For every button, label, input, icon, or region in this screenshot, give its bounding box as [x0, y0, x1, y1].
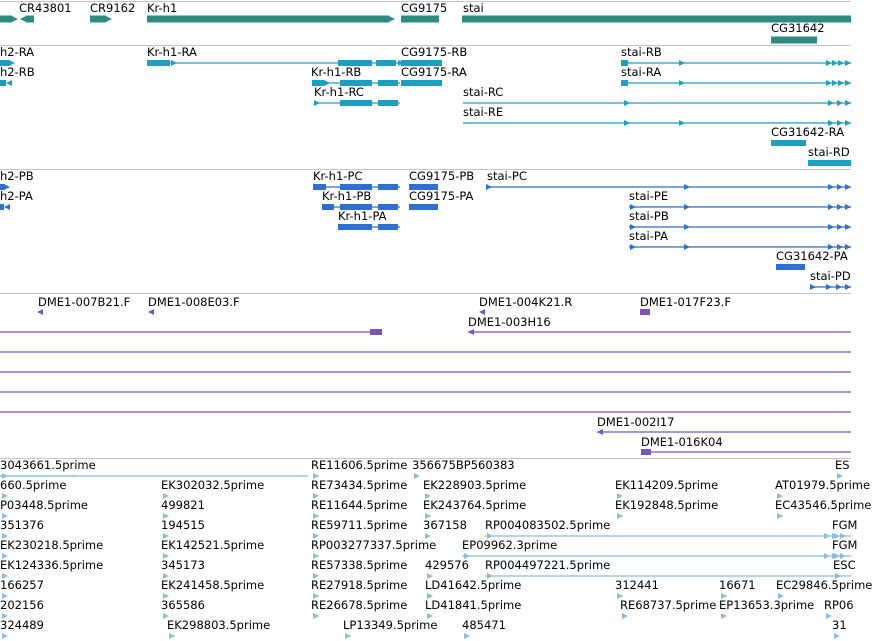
protein-arrow [828, 204, 834, 210]
protein-arrow [4, 204, 10, 210]
est-arrow [414, 473, 420, 479]
clone-end-arrow [468, 329, 474, 335]
est-label: RP004083502.5prime [485, 518, 611, 532]
est-label: RE59711.5prime [311, 518, 408, 532]
protein-label: CG9175-PA [409, 189, 474, 203]
est-label: AT01979.5prime [775, 478, 871, 492]
est-label: RE68737.5prime [620, 598, 717, 612]
transcript-exon[interactable] [376, 60, 396, 66]
transcript-label: stai-RB [621, 45, 662, 59]
est-label: EP09962.3prime [462, 538, 558, 552]
est-label: EK243764.5prime [423, 498, 527, 512]
transcript-label: CG31642-RA [771, 125, 845, 139]
protein-arrow [845, 284, 851, 290]
est-label: 356675BP560383 [412, 458, 515, 472]
est-label: EK302032.5prime [161, 478, 265, 492]
protein-label: CG9175-PB [409, 169, 475, 183]
protein-label: stai-PC [487, 169, 527, 183]
est-label: RE27918.5prime [311, 578, 408, 592]
protein-arrow [826, 284, 832, 290]
protein-label: stai-PD [810, 269, 851, 283]
est-label: EK228903.5prime [423, 478, 527, 492]
protein-block[interactable] [409, 204, 438, 210]
clone-end-arrow [597, 429, 603, 435]
protein-label: CG31642-PA [776, 249, 848, 263]
transcript-arrow [832, 60, 838, 66]
transcript-exon[interactable] [0, 80, 6, 86]
est-arrow [834, 633, 840, 639]
transcript-label: h2-RA [0, 45, 35, 59]
est-label: RE26678.5prime [311, 598, 408, 612]
gene-bar-arrow [388, 16, 395, 23]
transcript-label: h2-RB [0, 65, 35, 79]
est-label: RE57338.5prime [311, 558, 408, 572]
est-label: 367158 [423, 518, 467, 532]
gene-label: CR9162 [90, 1, 136, 15]
est-label: RE73434.5prime [311, 478, 408, 492]
protein-arrow [486, 184, 492, 190]
est-label: RE11606.5prime [311, 458, 408, 472]
transcript-arrow [624, 100, 630, 106]
est-label: RP004497221.5prime [485, 558, 611, 572]
gene-bar[interactable] [26, 16, 34, 23]
est-label: EK230218.5prime [0, 538, 104, 552]
protein-block[interactable] [378, 224, 398, 230]
est-label: LP13349.5prime [343, 618, 438, 632]
est-label: ES [835, 458, 850, 472]
protein-arrow [836, 284, 842, 290]
gene-label: CG9175 [401, 1, 448, 15]
est-label: EK124336.5prime [0, 558, 104, 572]
protein-arrow [684, 224, 690, 230]
est-label: EK114209.5prime [615, 478, 719, 492]
clone-label: DME1-007B21.F [38, 295, 131, 309]
transcript-exon[interactable] [808, 160, 851, 166]
protein-label: Kr-h1-PA [338, 209, 387, 223]
transcript-exon[interactable] [147, 60, 170, 66]
transcript-label: stai-RE [463, 105, 504, 119]
clone-end-block[interactable] [641, 449, 651, 455]
protein-arrow [845, 184, 851, 190]
transcript-arrow [679, 60, 685, 66]
est-label: P03448.5prime [0, 498, 88, 512]
est-label: 202156 [0, 598, 44, 612]
protein-arrow [845, 204, 851, 210]
transcript-arrow [826, 60, 832, 66]
transcript-arrow [679, 120, 685, 126]
gene-bar[interactable] [147, 16, 389, 23]
protein-label: Kr-h1-PC [313, 169, 363, 183]
protein-arrow [828, 224, 834, 230]
est-label: 166257 [0, 578, 44, 592]
protein-label: stai-PB [629, 209, 669, 223]
clone-label: DME1-008E03.F [148, 295, 240, 309]
clone-label: DME1-004K21.R [479, 295, 573, 309]
transcript-arrow [845, 80, 851, 86]
transcript-label: stai-RA [621, 65, 662, 79]
est-arrow [824, 533, 830, 539]
gene-label: CG31642 [771, 21, 825, 35]
transcript-exon[interactable] [621, 80, 628, 86]
clone-end-arrow [37, 309, 43, 315]
transcript-arrow [826, 80, 832, 86]
protein-arrow [630, 244, 636, 250]
transcript-label: CG9175-RA [401, 65, 467, 79]
clone-label: DME1-003H16 [468, 315, 551, 329]
est-label: RE11644.5prime [311, 498, 408, 512]
est-label: 365586 [161, 598, 205, 612]
protein-label: stai-PA [629, 229, 668, 243]
est-label: LD41841.5prime [425, 598, 522, 612]
transcript-label: stai-RD [808, 145, 850, 159]
transcript-arrow [624, 120, 630, 126]
transcript-label: stai-RC [463, 85, 504, 99]
est-label: ESC [833, 558, 856, 572]
transcript-arrow [828, 100, 834, 106]
est-label: EK241458.5prime [161, 578, 265, 592]
protein-arrow [684, 184, 690, 190]
transcript-arrow [845, 100, 851, 106]
gene-label: CR43801 [19, 1, 72, 15]
protein-block[interactable] [338, 224, 372, 230]
est-label: RP06 [824, 598, 854, 612]
clone-end-block[interactable] [370, 329, 382, 335]
est-label: 499821 [161, 498, 205, 512]
transcript-arrow [679, 80, 685, 86]
transcript-arrow [838, 60, 844, 66]
protein-label: Kr-h1-PB [322, 189, 372, 203]
protein-label: h2-PA [0, 189, 33, 203]
transcript-arrow [845, 60, 851, 66]
gene-bar-arrow [105, 16, 112, 23]
clone-label: DME1-016K04 [641, 435, 723, 449]
transcript-arrow [838, 80, 844, 86]
est-label: EK192848.5prime [615, 498, 719, 512]
protein-block[interactable] [322, 204, 334, 210]
est-label: 351376 [0, 518, 44, 532]
est-label: LD41642.5prime [425, 578, 522, 592]
transcript-exon[interactable] [340, 100, 372, 106]
protein-label: h2-PB [0, 169, 34, 183]
transcript-exon[interactable] [378, 80, 398, 86]
est-arrow [464, 633, 470, 639]
est-label: EP13653.3prime [719, 598, 815, 612]
clone-end-arrow [148, 309, 154, 315]
gene-bar-arrow [20, 16, 27, 23]
gene-bar-arrow [11, 16, 18, 23]
est-arrow [617, 513, 623, 519]
transcript-arrow [837, 100, 843, 106]
protein-block[interactable] [776, 264, 805, 270]
est-label: 312441 [615, 578, 659, 592]
transcript-arrow [845, 120, 851, 126]
protein-arrow [837, 224, 843, 230]
est-label: 31 [832, 618, 847, 632]
est-label: 660.5prime [0, 478, 67, 492]
protein-arrow [837, 184, 843, 190]
est-label: 429576 [425, 558, 469, 572]
gene-label: Kr-h1 [147, 1, 178, 15]
gene-label: stai [463, 1, 484, 15]
gene-bar[interactable] [90, 16, 106, 23]
transcript-label: Kr-h1-RC [314, 85, 364, 99]
transcript-exon[interactable] [378, 100, 398, 106]
est-arrow [345, 633, 351, 639]
gene-bar[interactable] [0, 16, 12, 23]
est-label: 16671 [719, 578, 756, 592]
est-label: EC43546.5prime [775, 498, 872, 512]
protein-arrow [837, 204, 843, 210]
protein-block[interactable] [0, 204, 4, 210]
est-arrow [169, 633, 175, 639]
est-label: EK298803.5prime [167, 618, 271, 632]
transcript-label: Kr-h1-RA [147, 45, 197, 59]
est-label: 324489 [0, 618, 44, 632]
protein-arrow [828, 184, 834, 190]
est-label: EK142521.5prime [161, 538, 265, 552]
est-label: 485471 [462, 618, 506, 632]
gene-bar[interactable] [771, 37, 817, 44]
clone-label: DME1-002I17 [597, 415, 675, 429]
est-arrow [2, 633, 8, 639]
est-label: FGM [832, 518, 858, 532]
protein-block[interactable] [378, 184, 398, 190]
est-arrow [622, 613, 628, 619]
gene-bar[interactable] [401, 16, 439, 23]
clone-end-block[interactable] [640, 309, 650, 315]
est-arrow [824, 553, 830, 559]
est-label: 345173 [161, 558, 205, 572]
protein-arrow [810, 284, 816, 290]
clone-label: DME1-017F23.F [640, 295, 731, 309]
est-arrow [721, 613, 727, 619]
est-label: FGM [832, 538, 858, 552]
transcript-exon[interactable] [401, 80, 442, 86]
protein-label: stai-PE [629, 189, 669, 203]
protein-arrow [845, 224, 851, 230]
protein-arrow [684, 204, 690, 210]
est-label: 194515 [161, 518, 205, 532]
track-separator [0, 293, 851, 294]
transcript-exon[interactable] [771, 140, 806, 146]
est-arrow [777, 513, 783, 519]
transcript-label: CG9175-RB [401, 45, 468, 59]
transcript-arrow [6, 80, 12, 86]
protein-arrow [684, 244, 690, 250]
transcript-label: Kr-h1-RB [311, 65, 362, 79]
est-arrow [313, 613, 319, 619]
est-label: RP003277337.5prime [311, 538, 437, 552]
transcript-arrow [832, 80, 838, 86]
est-label: 3043661.5prime [0, 458, 96, 472]
est-label: EC29846.5prime [776, 578, 872, 592]
